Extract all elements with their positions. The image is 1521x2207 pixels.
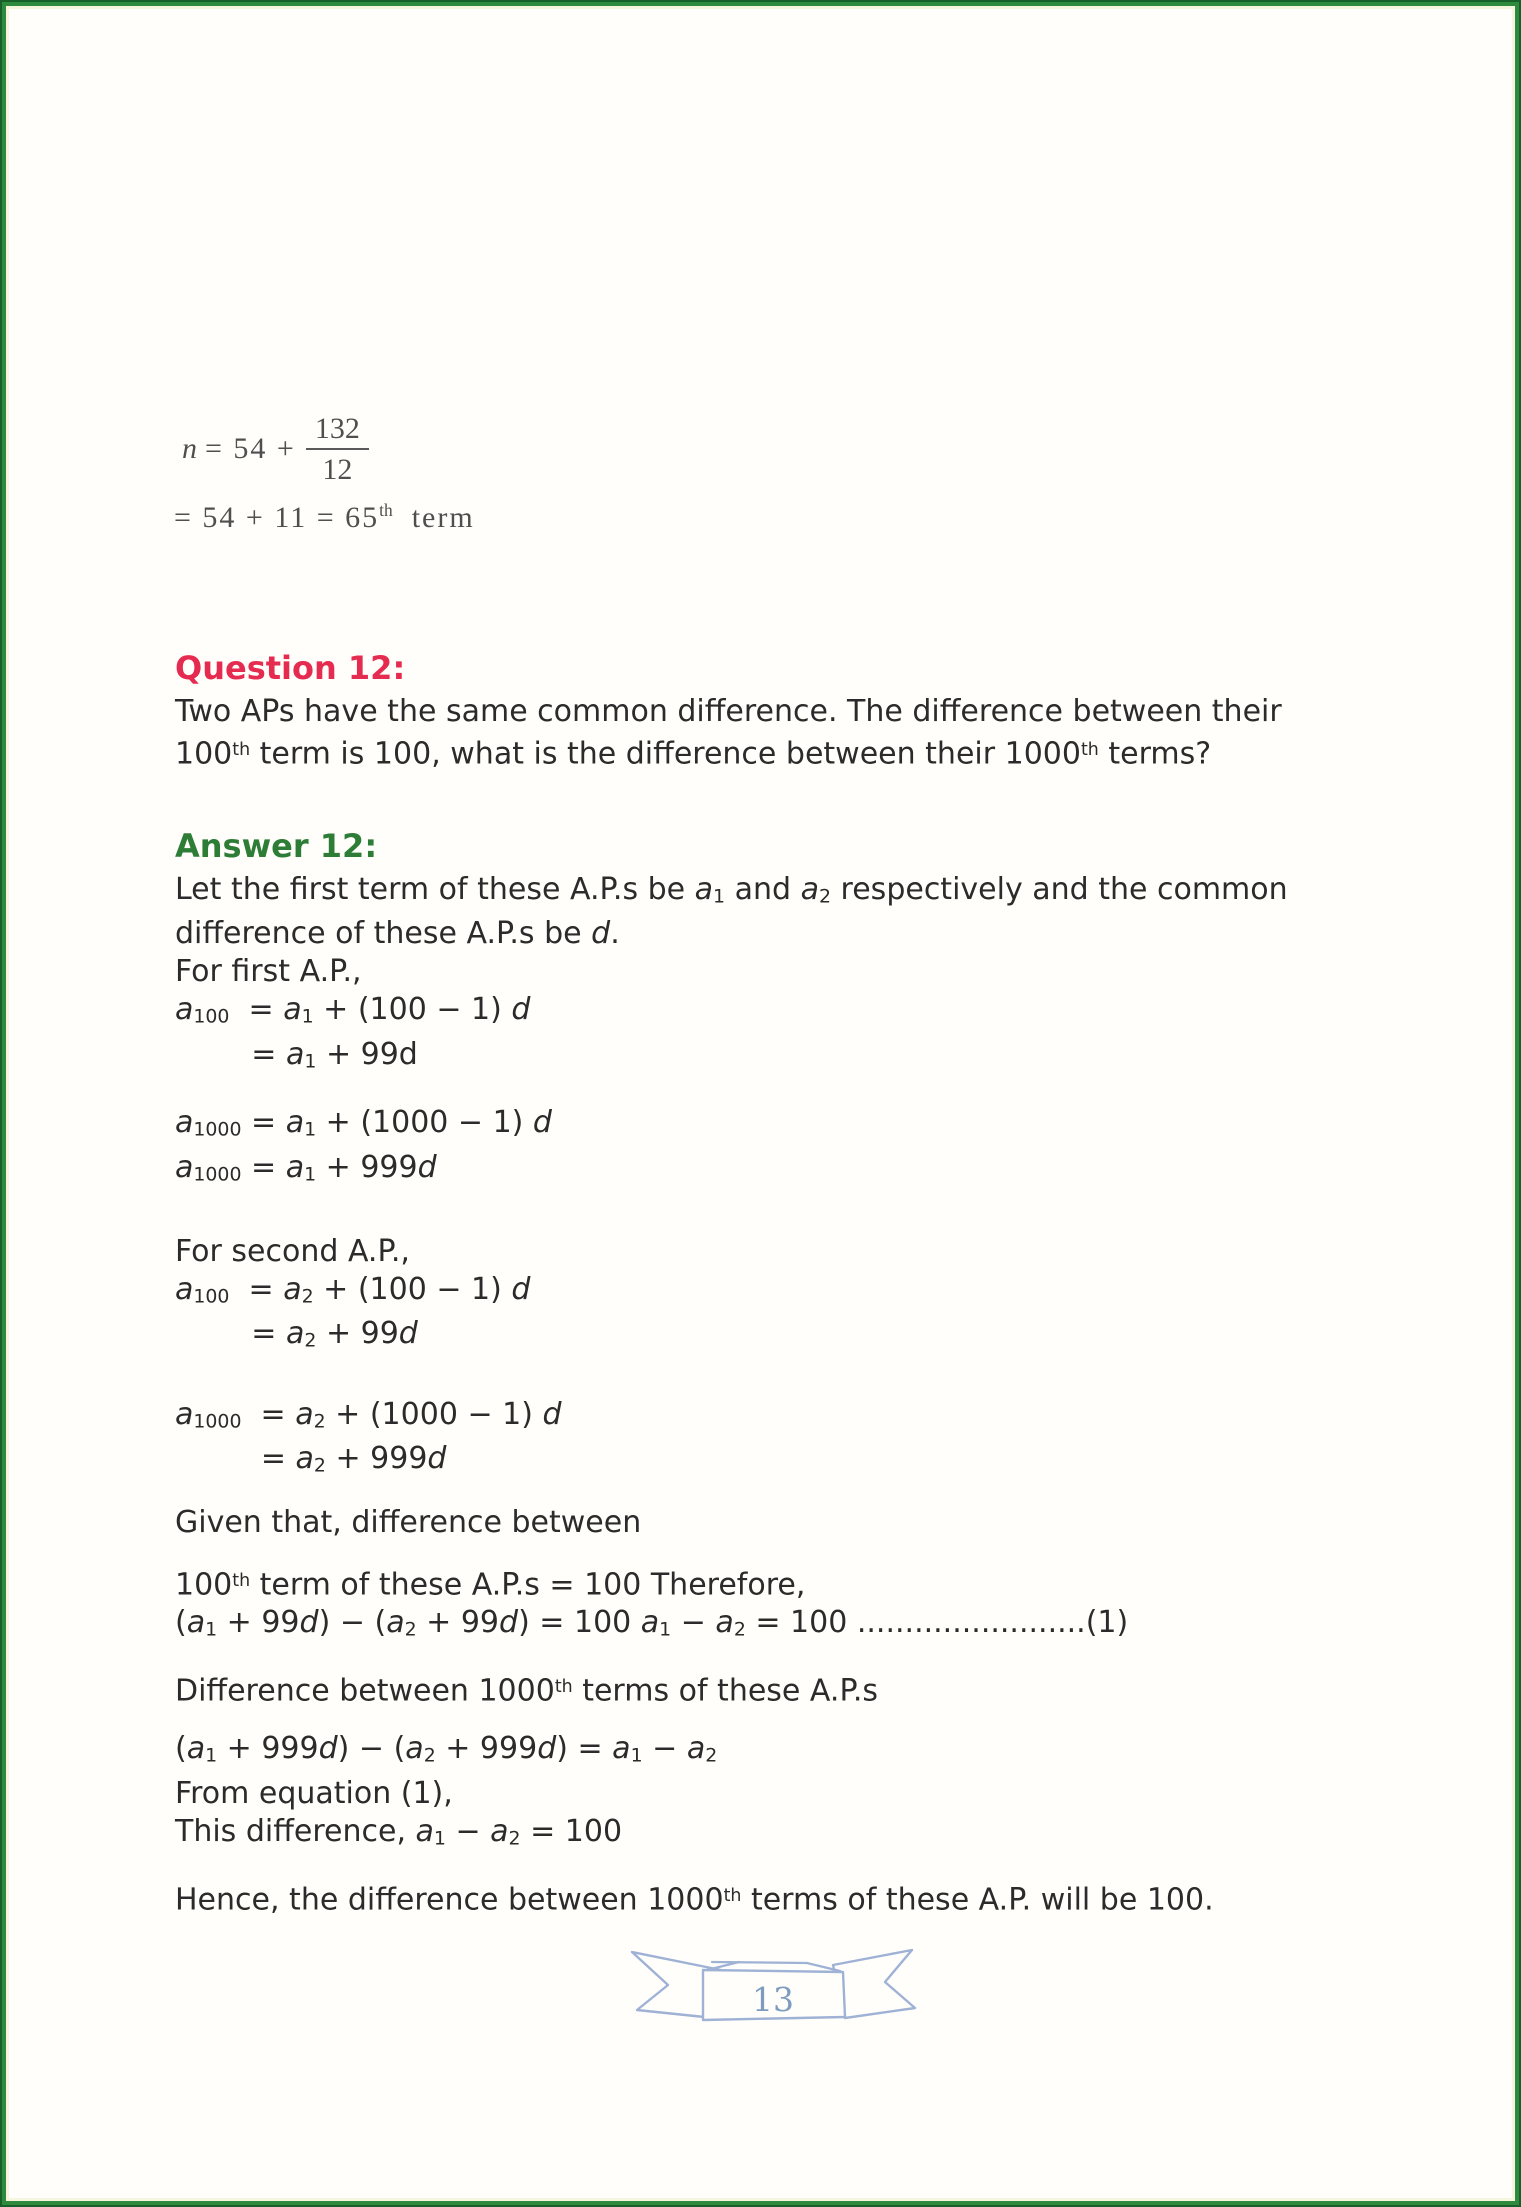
text-segment: d (511, 992, 531, 1028)
text-segment: 2 (313, 1410, 326, 1433)
text-segment: + 999 (217, 1731, 319, 1767)
text-line (175, 1504, 1385, 1542)
text-line (175, 1396, 1385, 1440)
text-segment: d (591, 916, 611, 952)
text-segment: a (285, 1149, 305, 1185)
text-segment: + (1000 − 1) (316, 1105, 533, 1141)
text-segment: a (415, 1813, 434, 1849)
text-line (175, 1036, 1385, 1080)
text-segment: a (283, 1271, 302, 1307)
text-segment: a (285, 1105, 305, 1141)
text-segment: terms of these A.P.s (572, 1673, 879, 1709)
text-segment: a (405, 1731, 424, 1767)
text-segment: Difference between 1000 (175, 1673, 555, 1709)
text-segment: th (1080, 740, 1099, 760)
formula-result: = 54 + 11 = 65 (174, 500, 380, 534)
text-line (175, 1604, 1385, 1648)
page-ribbon-banner-icon (626, 1941, 918, 2027)
text-segment: + 999 (435, 1731, 538, 1767)
fraction-denominator: 12 (322, 453, 353, 486)
text-segment: a (186, 1605, 206, 1641)
text-segment: ( (175, 1731, 187, 1767)
text-line (175, 915, 1385, 953)
text-segment: 2 (423, 1744, 436, 1767)
text-segment: + (1000 − 1) (325, 1396, 543, 1432)
text-line (175, 1315, 1385, 1359)
text-segment: Hence, the difference between 1000 (175, 1882, 724, 1918)
text-line (175, 1730, 1385, 1774)
text-segment: a (175, 992, 194, 1028)
formula-block (174, 412, 475, 535)
text-segment: Two APs have the same common difference. The difference between their (175, 694, 1282, 729)
text-segment: term of these A.P.s = 100 Therefore, (250, 1567, 806, 1603)
text-segment: For second A.P., (175, 1233, 410, 1269)
text-segment: d (427, 1441, 447, 1477)
fraction (306, 412, 369, 486)
text-segment: 1 (301, 1005, 314, 1028)
ordinal-superscript: th (379, 500, 393, 520)
text-segment: 2 (705, 1744, 718, 1767)
text-segment: d (542, 1396, 562, 1432)
text-line (175, 1233, 1385, 1271)
text-segment: ) − ( (337, 1731, 406, 1767)
text-segment: = (229, 992, 284, 1028)
text-segment: th (232, 740, 251, 760)
text-segment: 2 (404, 1618, 417, 1641)
text-segment: a (283, 992, 302, 1028)
text-segment: + 99d (316, 1036, 418, 1072)
text-segment: th (554, 1676, 573, 1697)
answer-heading: Answer 12: (175, 827, 378, 865)
text-segment: = (175, 1316, 286, 1352)
text-segment: ) = 100 (518, 1605, 641, 1641)
text-segment: 100 (175, 736, 233, 772)
fraction-numerator: 132 (306, 412, 369, 450)
text-segment: and (725, 872, 801, 907)
text-segment: d (398, 1316, 418, 1352)
text-segment: a (285, 1316, 305, 1352)
text-segment: a (295, 1396, 314, 1432)
text-segment: d (532, 1105, 552, 1141)
text-segment: This difference, (175, 1813, 416, 1849)
text-line (175, 991, 1385, 1035)
text-segment: 2 (301, 1285, 314, 1308)
text-line (175, 953, 1385, 991)
text-line (175, 1562, 1385, 1605)
text-segment: 100 (175, 1567, 233, 1603)
text-segment: For first A.P., (175, 954, 362, 990)
text-segment: − (671, 1605, 716, 1641)
text-segment: a (490, 1813, 509, 1849)
text-segment: 2 (304, 1329, 317, 1352)
text-line (175, 1813, 1385, 1857)
text-segment: 1 (304, 1050, 317, 1073)
text-segment: a (800, 872, 819, 907)
text-segment: th (723, 1886, 742, 1907)
formula-result-tail: term (392, 500, 475, 534)
text-segment: d (511, 1271, 531, 1307)
text-segment: = (241, 1396, 296, 1432)
text-segment: 2 (733, 1618, 746, 1641)
text-segment: − (642, 1731, 687, 1767)
text-segment: 1 (659, 1618, 672, 1641)
text-segment: + 99 (217, 1605, 300, 1641)
text-line (175, 1775, 1385, 1813)
text-segment: respectively and the common (831, 872, 1288, 907)
text-segment: difference of these A.P.s be (175, 916, 592, 952)
text-segment: 100 (193, 1005, 230, 1028)
answer-section (175, 826, 1385, 1920)
text-line (175, 871, 1385, 915)
text-segment: d (417, 1149, 437, 1185)
text-segment: = 100 ........................(1) (745, 1605, 1129, 1641)
text-segment: a (694, 872, 714, 907)
text-segment: 1 (713, 885, 726, 908)
text-segment: 1 (630, 1744, 643, 1767)
text-segment: a (295, 1441, 314, 1477)
text-line (175, 693, 1385, 731)
text-segment: 1 (304, 1162, 317, 1185)
text-segment: d (499, 1605, 519, 1641)
text-segment: 2 (508, 1827, 521, 1850)
text-segment: 100 (193, 1285, 230, 1308)
text-segment: 1000 (193, 1410, 242, 1433)
text-segment: a (686, 1731, 706, 1767)
text-segment: + (100 − 1) (313, 992, 512, 1028)
answer-text (175, 871, 1385, 1920)
text-segment: a (715, 1605, 734, 1641)
text-segment: d (299, 1605, 319, 1641)
text-segment: a (175, 1396, 194, 1432)
text-line (175, 1877, 1385, 1920)
text-segment: = (175, 1441, 296, 1477)
text-segment: terms of these A.P. will be 100. (741, 1882, 1214, 1918)
text-segment: term is 100, what is the difference between their 1000 (250, 736, 1081, 772)
question-heading: Question 12: (175, 649, 406, 687)
text-segment: a (186, 1731, 206, 1767)
text-segment: a (612, 1731, 631, 1767)
formula-line-2 (174, 500, 475, 535)
text-segment: + 999 (325, 1441, 428, 1477)
question-text (175, 693, 1385, 774)
text-segment: 1000 (193, 1118, 242, 1141)
text-segment: 1 (205, 1618, 218, 1641)
text-segment: 1000 (193, 1162, 242, 1185)
text-segment: d (318, 1731, 338, 1767)
text-segment: terms? (1098, 736, 1212, 772)
text-segment: + (100 − 1) (313, 1271, 512, 1307)
text-segment: = (241, 1105, 286, 1141)
text-segment: From equation (1), (175, 1775, 453, 1811)
text-segment: a (640, 1605, 660, 1641)
text-line (175, 1104, 1385, 1148)
formula-variable: n (182, 432, 197, 465)
text-segment: Given that, difference between (175, 1504, 642, 1540)
text-segment: d (537, 1731, 557, 1767)
text-line (175, 1668, 1385, 1711)
text-segment: ) − ( (318, 1605, 387, 1641)
text-segment: = (241, 1149, 286, 1185)
text-line (175, 1440, 1385, 1484)
text-segment: a (386, 1605, 405, 1641)
question-section (175, 648, 1385, 774)
text-line (175, 731, 1385, 774)
text-segment: 1 (433, 1827, 446, 1850)
page-number: 13 (752, 1980, 794, 2019)
text-segment: a (175, 1149, 194, 1185)
text-segment: a (175, 1271, 194, 1307)
text-segment: 2 (818, 885, 832, 908)
text-segment: + 999 (316, 1149, 418, 1185)
text-segment: − (445, 1813, 491, 1849)
text-segment: = 100 (520, 1813, 623, 1849)
text-segment: 1 (205, 1744, 218, 1767)
text-segment: + 99 (316, 1316, 399, 1352)
text-segment: a (175, 1105, 194, 1141)
formula-line-1 (182, 412, 475, 486)
text-segment: ( (175, 1605, 187, 1641)
text-segment: . (610, 916, 620, 952)
text-segment: 2 (313, 1454, 326, 1477)
formula-operator: = 54 + (205, 432, 296, 465)
text-segment: ) = (556, 1731, 613, 1767)
text-segment: + 99 (416, 1605, 500, 1641)
text-segment: = (229, 1271, 284, 1307)
text-line (175, 1149, 1385, 1193)
text-segment: 1 (304, 1118, 317, 1141)
text-segment: a (285, 1036, 305, 1072)
text-segment: th (232, 1570, 251, 1591)
text-line (175, 1271, 1385, 1315)
text-segment: = (175, 1036, 286, 1072)
text-segment: Let the first term of these A.P.s be (175, 872, 695, 907)
